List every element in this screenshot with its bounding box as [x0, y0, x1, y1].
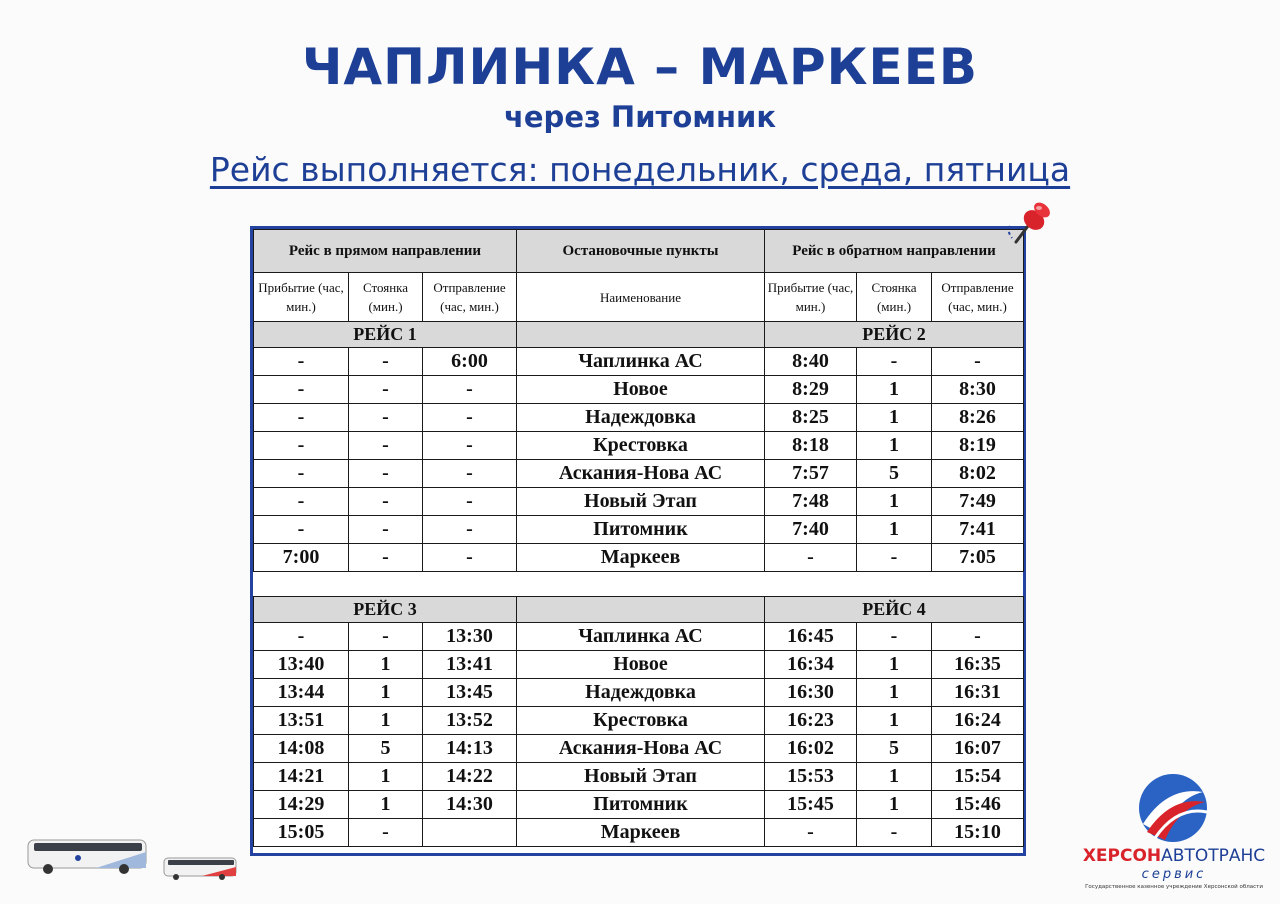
return-stop-cell: 1	[857, 432, 932, 460]
stop-name-cell: Новый Этап	[517, 488, 765, 516]
return-departure-cell: 8:26	[932, 404, 1024, 432]
return-arrival-cell: 7:40	[765, 516, 857, 544]
stop-cell: 1	[349, 707, 423, 735]
return-stop-cell: 5	[857, 460, 932, 488]
arrival-cell: 14:08	[254, 735, 349, 763]
return-arrival-cell: 8:40	[765, 348, 857, 376]
spacer-cell	[254, 572, 1024, 597]
table-row	[254, 763, 1024, 791]
return-departure-cell: 15:46	[932, 791, 1024, 819]
table-row	[254, 707, 1024, 735]
arrival-cell: 7:00	[254, 544, 349, 572]
trip-header-row	[254, 597, 1024, 623]
return-stop-cell: -	[857, 623, 932, 651]
arrival-cell: 14:29	[254, 791, 349, 819]
departure-cell: -	[423, 488, 517, 516]
timetable-table	[253, 229, 1024, 847]
departure-cell: 14:22	[423, 763, 517, 791]
return-stop-cell: -	[857, 348, 932, 376]
return-stop-cell: 5	[857, 735, 932, 763]
block-spacer	[254, 572, 1024, 597]
departure-cell: -	[423, 404, 517, 432]
arrival-cell: 13:40	[254, 651, 349, 679]
stop-name-cell: Чаплинка АС	[517, 623, 765, 651]
company-caption: Государственное казенное учреждение Херсонской области	[1085, 884, 1263, 890]
return-direction-header: Рейс в обратном направлении	[765, 230, 1024, 273]
departure-cell: 13:52	[423, 707, 517, 735]
arrival-cell: -	[254, 623, 349, 651]
return-departure-cell: 8:30	[932, 376, 1024, 404]
return-departure-cell: -	[932, 348, 1024, 376]
stop-cell: -	[349, 348, 423, 376]
stop-name-cell: Аскания-Нова АС	[517, 460, 765, 488]
stop-name-cell: Надеждовка	[517, 404, 765, 432]
page-subtitle: через Питомник	[503, 100, 777, 134]
return-arrival-cell: 16:34	[765, 651, 857, 679]
return-departure-cell: 8:02	[932, 460, 1024, 488]
return-arrival-cell: 15:53	[765, 763, 857, 791]
departure-cell: 13:41	[423, 651, 517, 679]
table-row	[254, 651, 1024, 679]
arrival-cell: -	[254, 376, 349, 404]
return-departure-cell: 7:49	[932, 488, 1024, 516]
return-stop-cell: -	[857, 819, 932, 847]
company-name	[1076, 846, 1272, 866]
return-stop-cell: 1	[857, 679, 932, 707]
return-arrival-cell: 16:45	[765, 623, 857, 651]
arrival-cell: -	[254, 432, 349, 460]
arrival-cell: -	[254, 488, 349, 516]
arrival-cell: 13:51	[254, 707, 349, 735]
table-row	[254, 516, 1024, 544]
stop-cell: 1	[349, 791, 423, 819]
schedule-days: Рейс выполняется: понедельник, среда, пятница	[209, 150, 1071, 189]
return-arrival-cell: 7:57	[765, 460, 857, 488]
return-arrival-cell: 15:45	[765, 791, 857, 819]
stops-header: Остановочные пункты	[517, 230, 765, 273]
arrival-cell: 14:21	[254, 763, 349, 791]
return-arrival-cell: -	[765, 544, 857, 572]
stop-name-cell: Питомник	[517, 516, 765, 544]
return-arrival-cell: 16:23	[765, 707, 857, 735]
stop-cell: 1	[349, 651, 423, 679]
departure-cell	[423, 819, 517, 847]
col-departure: Отправление (час, мин.)	[423, 273, 517, 322]
departure-cell: 6:00	[423, 348, 517, 376]
return-arrival-cell: -	[765, 819, 857, 847]
company-logo	[1076, 772, 1272, 894]
return-departure-cell: 16:31	[932, 679, 1024, 707]
return-departure-cell: 16:35	[932, 651, 1024, 679]
return-stop-cell: 1	[857, 488, 932, 516]
col-stop-name: Наименование	[517, 273, 765, 322]
table-row	[254, 623, 1024, 651]
return-departure-cell: 7:41	[932, 516, 1024, 544]
return-departure-cell: 15:54	[932, 763, 1024, 791]
departure-cell: -	[423, 516, 517, 544]
stop-cell: 1	[349, 763, 423, 791]
col-stop: Стоянка (мин.)	[349, 273, 423, 322]
stop-name-cell: Маркеев	[517, 819, 765, 847]
stop-name-cell: Аскания-Нова АС	[517, 735, 765, 763]
arrival-cell: -	[254, 348, 349, 376]
group-header-row	[254, 230, 1024, 273]
col-stop: Стоянка (мин.)	[857, 273, 932, 322]
arrival-cell: 15:05	[254, 819, 349, 847]
stop-name-cell: Надеждовка	[517, 679, 765, 707]
stop-name-cell: Крестовка	[517, 707, 765, 735]
departure-cell: -	[423, 544, 517, 572]
trip-header-empty	[517, 597, 765, 623]
stop-cell: -	[349, 488, 423, 516]
stop-name-cell: Питомник	[517, 791, 765, 819]
return-arrival-cell: 7:48	[765, 488, 857, 516]
return-stop-cell: 1	[857, 791, 932, 819]
return-trip-label: РЕЙС 4	[765, 597, 1024, 623]
stop-name-cell: Новое	[517, 376, 765, 404]
stop-name-cell: Маркеев	[517, 544, 765, 572]
stop-cell: -	[349, 516, 423, 544]
forward-direction-header: Рейс в прямом направлении	[254, 230, 517, 273]
return-arrival-cell: 8:25	[765, 404, 857, 432]
stop-name-cell: Новый Этап	[517, 763, 765, 791]
return-arrival-cell: 8:29	[765, 376, 857, 404]
table-row	[254, 544, 1024, 572]
arrival-cell: -	[254, 460, 349, 488]
departure-cell: 14:13	[423, 735, 517, 763]
company-name-part1: ХЕРСОН	[1082, 846, 1162, 866]
return-trip-label: РЕЙС 2	[765, 322, 1024, 348]
return-stop-cell: 1	[857, 763, 932, 791]
departure-cell: 13:30	[423, 623, 517, 651]
stop-name-cell: Крестовка	[517, 432, 765, 460]
column-header-row	[254, 273, 1024, 322]
bus-small-icon	[162, 855, 238, 881]
return-stop-cell: 1	[857, 376, 932, 404]
table-row	[254, 735, 1024, 763]
page-title: ЧАПЛИНКА – МАРКЕЕВ	[302, 38, 978, 96]
return-departure-cell: -	[932, 623, 1024, 651]
return-stop-cell: 1	[857, 516, 932, 544]
table-row	[254, 819, 1024, 847]
return-arrival-cell: 16:02	[765, 735, 857, 763]
trip-header-empty	[517, 322, 765, 348]
table-row	[254, 432, 1024, 460]
trip-header-row	[254, 322, 1024, 348]
return-arrival-cell: 8:18	[765, 432, 857, 460]
return-departure-cell: 15:10	[932, 819, 1024, 847]
return-stop-cell: 1	[857, 707, 932, 735]
stop-cell: 5	[349, 735, 423, 763]
departure-cell: -	[423, 460, 517, 488]
return-departure-cell: 16:24	[932, 707, 1024, 735]
forward-trip-label: РЕЙС 3	[254, 597, 517, 623]
departure-cell: 13:45	[423, 679, 517, 707]
timetable	[250, 226, 1026, 856]
return-departure-cell: 8:19	[932, 432, 1024, 460]
stop-cell: -	[349, 623, 423, 651]
stop-cell: -	[349, 432, 423, 460]
return-stop-cell: 1	[857, 651, 932, 679]
departure-cell: 14:30	[423, 791, 517, 819]
stop-cell: -	[349, 544, 423, 572]
company-service: сервис	[1141, 867, 1207, 882]
departure-cell: -	[423, 432, 517, 460]
arrival-cell: 13:44	[254, 679, 349, 707]
forward-trip-label: РЕЙС 1	[254, 322, 517, 348]
table-row	[254, 376, 1024, 404]
return-stop-cell: -	[857, 544, 932, 572]
pushpin-icon	[1006, 196, 1056, 250]
table-row	[254, 679, 1024, 707]
arrival-cell: -	[254, 516, 349, 544]
return-departure-cell: 16:07	[932, 735, 1024, 763]
arrival-cell: -	[254, 404, 349, 432]
return-departure-cell: 7:05	[932, 544, 1024, 572]
return-stop-cell: 1	[857, 404, 932, 432]
table-row	[254, 404, 1024, 432]
stop-cell: -	[349, 819, 423, 847]
stop-name-cell: Новое	[517, 651, 765, 679]
col-arrival: Прибытие (час, мин.)	[254, 273, 349, 322]
col-departure: Отправление (час, мин.)	[932, 273, 1024, 322]
table-row	[254, 460, 1024, 488]
stop-name-cell: Чаплинка АС	[517, 348, 765, 376]
col-arrival: Прибытие (час, мин.)	[765, 273, 857, 322]
company-name-part2: АВТОТРАНС	[1161, 846, 1266, 866]
stop-cell: 1	[349, 679, 423, 707]
company-logo-mark	[1137, 772, 1209, 844]
table-row	[254, 348, 1024, 376]
table-row	[254, 791, 1024, 819]
bus-icon	[26, 836, 148, 876]
stop-cell: -	[349, 460, 423, 488]
departure-cell: -	[423, 376, 517, 404]
stop-cell: -	[349, 376, 423, 404]
return-arrival-cell: 16:30	[765, 679, 857, 707]
stop-cell: -	[349, 404, 423, 432]
table-row	[254, 488, 1024, 516]
